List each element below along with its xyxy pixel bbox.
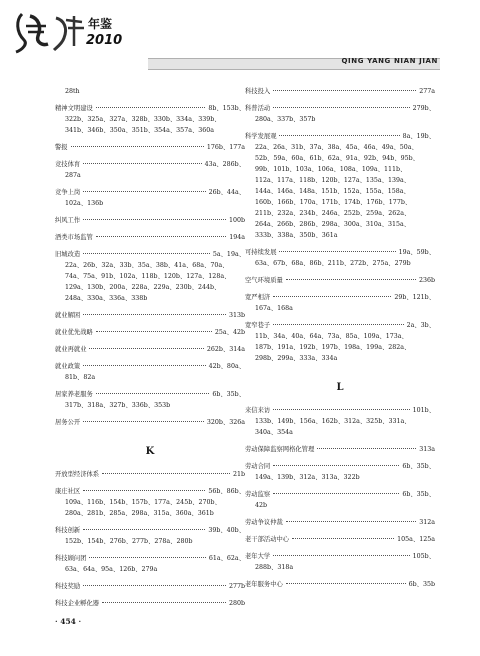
index-term: 酒类市场监管 xyxy=(55,234,93,241)
index-continuation-line: 42b xyxy=(255,502,268,509)
index-continuation-line: 81b、82a xyxy=(65,374,96,381)
index-term: 宽窄巷子 xyxy=(245,322,271,329)
index-term: 康庄社区 xyxy=(55,488,81,495)
index-entry xyxy=(55,553,245,575)
index-continuation-line: 288b、318a xyxy=(255,564,294,571)
index-continuation-line: 298b、299a、333a、334a xyxy=(255,355,338,362)
dot-leader xyxy=(96,107,206,108)
index-pages: 100b xyxy=(228,217,245,224)
index-term: 宽严相济 xyxy=(245,294,271,301)
index-continuation-line: 264a、266b、286b、298a、300a、310a、315a、 xyxy=(255,221,411,228)
index-continuation-line: 63a、64a、95a、126b、279a xyxy=(65,566,158,573)
index-entry xyxy=(55,417,245,428)
dot-leader xyxy=(273,493,399,494)
index-continuation-line: 340a、354a xyxy=(255,429,293,436)
index-continuation xyxy=(245,472,435,483)
index-entry xyxy=(55,327,245,338)
index-continuation xyxy=(245,303,435,314)
index-entry-head xyxy=(245,292,435,303)
index-continuation-line: 102a、136b xyxy=(65,200,104,207)
dot-leader xyxy=(286,279,416,280)
index-entry xyxy=(245,86,435,97)
index-continuation xyxy=(55,372,245,383)
dot-leader xyxy=(83,163,201,164)
dot-leader xyxy=(83,529,205,530)
dot-leader xyxy=(96,331,212,332)
index-pages: 105b、 xyxy=(412,553,435,560)
index-entry-head xyxy=(55,361,245,372)
index-entry-head xyxy=(245,551,435,562)
index-continuation-line: 322b、325a、327a、328b、330b、334a、339b、 xyxy=(65,116,221,123)
index-continuation-line: 211b、232a、234b、246a、252b、259a、262a、 xyxy=(255,210,411,217)
index-entry xyxy=(55,486,245,519)
dot-leader xyxy=(71,146,204,147)
page-header xyxy=(0,0,480,65)
index-entry-head xyxy=(245,320,435,331)
index-continuation-line: 133b、149b、156a、162b、312a、325b、331a、 xyxy=(255,418,411,425)
index-term: 科普活动 xyxy=(245,105,271,112)
index-pages: 39b、40b、 xyxy=(208,527,245,534)
index-continuation xyxy=(55,400,245,411)
index-entry xyxy=(55,249,245,304)
index-pages: 277b xyxy=(228,583,245,590)
index-term: 科技顾问团 xyxy=(55,555,87,562)
index-continuation xyxy=(245,416,435,438)
index-pages: 2a、3b、 xyxy=(406,322,435,329)
index-entry-head xyxy=(245,534,435,545)
index-continuation-line: 280a、281b、285a、298a、315a、360a、361b xyxy=(65,510,214,517)
index-entry-head xyxy=(245,275,435,286)
index-term: 老干部活动中心 xyxy=(245,536,290,543)
index-entry xyxy=(245,292,435,314)
index-entry-head xyxy=(55,598,245,609)
index-entry xyxy=(245,131,435,241)
index-entry-head xyxy=(55,469,245,480)
section-letter: L xyxy=(336,382,344,393)
index-entry-head xyxy=(245,86,435,97)
dot-leader xyxy=(96,393,210,394)
page-number: · 454 · xyxy=(55,617,82,626)
index-continuation xyxy=(55,114,245,136)
index-entry xyxy=(55,103,245,136)
index-entry xyxy=(245,405,435,438)
dot-leader xyxy=(83,365,205,366)
index-term: 就业再就业 xyxy=(55,346,87,353)
index-term: 警报 xyxy=(55,144,68,151)
index-pages: 6b、35b、 xyxy=(402,463,435,470)
index-pages: 277a xyxy=(419,88,435,95)
index-term: 竞争上岗 xyxy=(55,189,81,196)
index-entry-head xyxy=(55,159,245,170)
dot-leader xyxy=(96,236,226,237)
index-term: 劳动监察 xyxy=(245,491,271,498)
index-entry xyxy=(55,232,245,243)
index-column-left xyxy=(55,86,245,615)
index-entry xyxy=(55,187,245,209)
index-entry-head xyxy=(245,517,435,528)
index-continuation-line: 11b、34a、40a、64a、73a、85a、109a、173a、 xyxy=(255,333,408,340)
index-pages: 56b、86b、 xyxy=(208,488,245,495)
index-entry-head xyxy=(55,486,245,497)
index-continuation-line: 333b、338a、350b、361a xyxy=(255,232,338,239)
index-entry xyxy=(55,389,245,411)
index-pages: 176b、177a xyxy=(206,144,245,151)
index-entry-head xyxy=(55,142,245,153)
dot-leader xyxy=(89,348,203,349)
index-entry xyxy=(245,461,435,483)
index-entry-head xyxy=(55,232,245,243)
index-entry xyxy=(245,320,435,364)
index-continuation-line: 287a xyxy=(65,172,81,179)
index-entry xyxy=(245,444,435,455)
index-term: 可持续发展 xyxy=(245,249,277,256)
index-pages: 320b、326a xyxy=(206,419,245,426)
index-entry xyxy=(55,361,245,383)
yearbook-logo xyxy=(8,6,148,56)
index-entry xyxy=(245,551,435,573)
index-continuation xyxy=(245,114,435,125)
index-pages: 105a、125a xyxy=(397,536,435,543)
index-entry-head xyxy=(245,247,435,258)
index-continuation xyxy=(55,260,245,304)
index-continuation-line: 129a、130b、200a、228a、229a、230b、244b、 xyxy=(65,284,221,291)
dot-leader xyxy=(273,465,399,466)
index-term: 劳动合同 xyxy=(245,463,271,470)
index-continuation-line: 280a、337b、357b xyxy=(255,116,316,123)
index-entry-head xyxy=(55,553,245,564)
dot-leader xyxy=(83,191,205,192)
index-entry-head xyxy=(55,417,245,428)
index-term: 精神文明建设 xyxy=(55,105,93,112)
index-pages: 43a、286b、 xyxy=(204,161,245,168)
index-continuation xyxy=(55,536,245,547)
index-entry xyxy=(55,469,245,480)
index-pages: 313a xyxy=(419,446,435,453)
index-entry-head xyxy=(55,327,245,338)
index-continuation-line: 109a、116b、154b、157b、177a、245b、270b、 xyxy=(65,499,221,506)
index-continuation xyxy=(55,497,245,519)
index-pages: 280b xyxy=(228,600,245,607)
index-entry-head xyxy=(55,581,245,592)
index-continuation-line: 52b、59a、60a、61b、62a、91a、92b、94b、95b、 xyxy=(255,155,419,162)
index-entry-head xyxy=(245,405,435,416)
index-pages: 312a xyxy=(419,519,435,526)
index-term: 就业政策 xyxy=(55,363,81,370)
index-entry-head xyxy=(55,187,245,198)
index-column-right xyxy=(245,86,435,596)
index-pages: 194a xyxy=(229,234,245,241)
index-continuation-line: 341b、346b、350a、351b、354a、357a、360a xyxy=(65,127,215,134)
index-continuation xyxy=(55,170,245,181)
index-entry-head xyxy=(245,489,435,500)
index-continuation-line: 112a、117a、118b、120b、127a、135a、139a、 xyxy=(255,177,411,184)
dot-leader xyxy=(273,90,416,91)
svg-text:年鉴: 年鉴 xyxy=(88,17,113,31)
dot-leader xyxy=(286,521,416,522)
index-term: 科学发展观 xyxy=(245,133,277,140)
logo-graphic xyxy=(8,6,148,56)
index-term: 来信来访 xyxy=(245,407,271,414)
dot-leader xyxy=(273,324,403,325)
index-pages: 19a、59b、 xyxy=(398,249,435,256)
index-pages: 5a、19a、 xyxy=(212,251,245,258)
dot-leader xyxy=(83,219,226,220)
index-term: 老年服务中心 xyxy=(245,581,283,588)
index-continuation-line: 160b、166b、170a、171b、174b、176b、177b、 xyxy=(255,199,412,206)
index-term: 竞技体育 xyxy=(55,161,81,168)
index-entry-head xyxy=(245,444,435,455)
index-entry-head xyxy=(55,103,245,114)
index-entry-head xyxy=(55,344,245,355)
index-entry-head xyxy=(245,131,435,142)
index-pages: 29b、121b、 xyxy=(394,294,435,301)
dot-leader xyxy=(273,555,409,556)
index-term: 居务公开 xyxy=(55,419,81,426)
index-continuation xyxy=(245,258,435,269)
index-entry xyxy=(245,489,435,511)
index-entry xyxy=(55,159,245,181)
index-entry xyxy=(245,103,435,125)
index-continuation-line: 144a、146a、148a、151b、152a、155a、158a、 xyxy=(255,188,410,195)
index-entry xyxy=(55,215,245,226)
index-term: 纠风工作 xyxy=(55,217,81,224)
dot-leader xyxy=(83,314,226,315)
index-pages: 262b、314a xyxy=(206,346,245,353)
index-term: 科技奖励 xyxy=(55,583,81,590)
index-continuation-line: 167a、168a xyxy=(255,305,293,312)
index-pages: 61a、62a、 xyxy=(208,555,245,562)
index-continuation-line: 152b、154b、276b、277b、278a、280b xyxy=(65,538,193,545)
index-pages: 42b、80a、 xyxy=(208,363,245,370)
index-pages: 6b、35b xyxy=(408,581,435,588)
index-entry xyxy=(245,534,435,545)
index-continuation xyxy=(245,142,435,241)
index-continuation xyxy=(245,562,435,573)
index-pages: 101b、 xyxy=(412,407,435,414)
index-continuation-line: 22a、26b、32a、33b、35a、38b、41a、68a、70a、 xyxy=(65,262,229,269)
index-term: 就业优先战略 xyxy=(55,329,93,336)
dot-leader xyxy=(83,253,210,254)
svg-text:2010: 2010 xyxy=(86,33,123,48)
index-pages: 8b、153b、 xyxy=(208,105,245,112)
index-term: 科技投入 xyxy=(245,88,271,95)
index-continuation-line: 63a、67b、68a、86b、211b、272b、275a、279b xyxy=(255,260,411,267)
index-entry xyxy=(55,142,245,153)
index-continuation-line: 74a、75a、91b、102a、118b、120b、127a、128a、 xyxy=(65,273,231,280)
dot-leader xyxy=(83,490,205,491)
index-entry-head xyxy=(55,310,245,321)
index-term: 劳动争议仲裁 xyxy=(245,519,283,526)
index-entry xyxy=(55,525,245,547)
dot-leader xyxy=(89,557,205,558)
index-entry-head xyxy=(245,461,435,472)
index-term: 科技企业孵化器 xyxy=(55,600,100,607)
dot-leader xyxy=(83,585,226,586)
index-entry xyxy=(55,344,245,355)
index-entry-head xyxy=(245,103,435,114)
index-term: 老年大学 xyxy=(245,553,271,560)
index-continuation-line: 187b、191a、192b、197b、198a、199a、282a、 xyxy=(255,344,411,351)
index-continuation-line: 248a、330a、336a、338b xyxy=(65,295,148,302)
index-term: 空气环境质量 xyxy=(245,277,283,284)
dot-leader xyxy=(102,602,226,603)
index-entry xyxy=(55,310,245,321)
index-term: 居家养老服务 xyxy=(55,391,93,398)
header-latin-title: QING YANG NIAN JIAN xyxy=(341,57,438,65)
index-entry-head xyxy=(55,389,245,400)
index-pages: 6b、35b、 xyxy=(212,391,245,398)
index-continuation-line: 22a、26a、31b、37a、38a、45a、46a、49a、50a、 xyxy=(255,144,418,151)
dot-leader xyxy=(292,538,394,539)
index-pages: 26b、44a、 xyxy=(208,189,245,196)
dot-leader xyxy=(102,473,230,474)
dot-leader xyxy=(273,296,391,297)
dot-leader xyxy=(279,135,399,136)
index-continuation-line: 317b、318a、327b、336b、353b xyxy=(65,402,171,409)
index-entry xyxy=(245,517,435,528)
index-pages: 6b、35b、 xyxy=(402,491,435,498)
index-pages: 279b、 xyxy=(412,105,435,112)
index-entry-head xyxy=(55,215,245,226)
index-continuation xyxy=(55,198,245,209)
index-term: 科技创新 xyxy=(55,527,81,534)
dot-leader xyxy=(273,409,409,410)
index-entry xyxy=(245,579,435,590)
index-pages: 25a、42b xyxy=(214,329,245,336)
dot-leader xyxy=(286,583,406,584)
index-entry xyxy=(245,247,435,269)
index-pages: 21b xyxy=(232,471,245,478)
index-continuation-line: 149a、139b、312a、313a、322b xyxy=(255,474,360,481)
index-pages: 8a、19b、 xyxy=(402,133,435,140)
index-continuation-line: 28th xyxy=(65,88,80,95)
index-continuation-line: 99b、101b、103a、106a、108a、109a、111b、 xyxy=(255,166,407,173)
index-term: 旧城改造 xyxy=(55,251,81,258)
index-continuation xyxy=(55,564,245,575)
dot-leader xyxy=(279,251,395,252)
index-continuation xyxy=(245,500,435,511)
dot-leader xyxy=(83,421,204,422)
index-term: 劳动保障监察网格化管理 xyxy=(245,446,315,453)
index-pages: 313b xyxy=(228,312,245,319)
index-entry-head xyxy=(55,249,245,260)
index-term: 开放型经济体系 xyxy=(55,471,100,478)
index-entry xyxy=(55,581,245,592)
index-entry xyxy=(245,275,435,286)
index-pages: 236b xyxy=(418,277,435,284)
index-continuation xyxy=(245,331,435,364)
dot-leader xyxy=(317,448,416,449)
dot-leader xyxy=(273,107,409,108)
index-entry-head xyxy=(55,525,245,536)
section-letter: K xyxy=(145,446,155,457)
index-term: 就业解困 xyxy=(55,312,81,319)
index-entry xyxy=(55,598,245,609)
index-entry-head xyxy=(245,579,435,590)
